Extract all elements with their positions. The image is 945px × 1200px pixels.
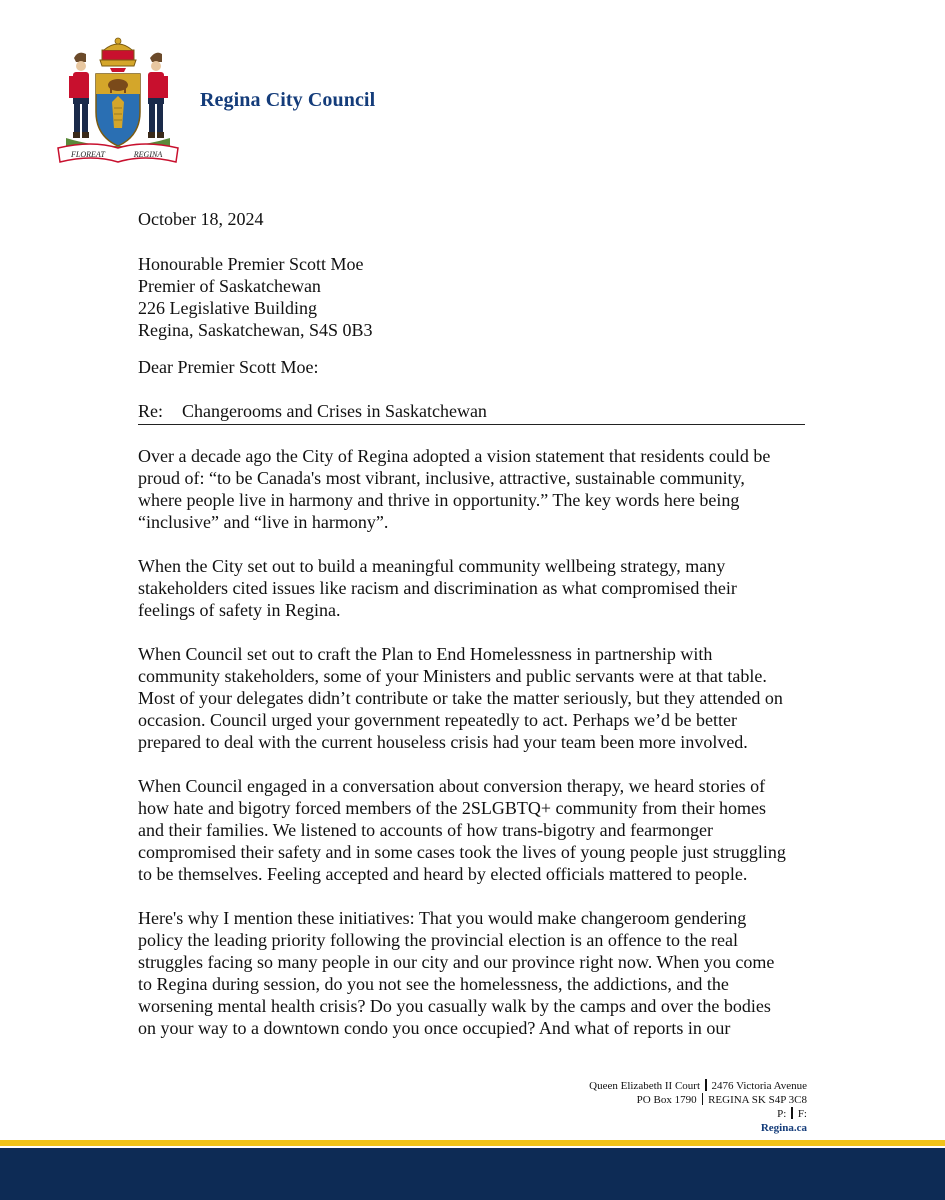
footer-website-line [589, 1121, 807, 1135]
recipient-line: Regina, Saskatchewan, S4S 0B3 [138, 320, 373, 340]
footer-address-line [589, 1079, 807, 1093]
footer-separator [791, 1107, 793, 1119]
body-paragraph: When Council set out to craft the Plan to End Homelessness in partnership with community stakeholders, some of your Ministers and public servants were at that table. Most of your delegates didn’t contribute or take the matter seriously, but they attended on occasion. Council urged your government repeatedly to act. Perhaps we’d be better prepared to deal with the current houseless crisis had your team been more involved. [138, 644, 783, 752]
footer-postal: REGINA SK S4P 3C8 [708, 1094, 807, 1106]
city-crest-logo [52, 36, 184, 166]
shield-icon [96, 74, 140, 146]
subject-line [138, 401, 805, 425]
body-paragraph: Over a decade ago the City of Regina adopted a vision statement that residents could be proud of: “to be Canada's most vibrant, inclusive, attractive, sustainable community, where people live in harmony and thrive in opportunity.” The key words here being “inclusive” and “live in harmony”. [138, 446, 771, 532]
footer-fax-label: F: [797, 1108, 807, 1120]
letter-date: October 18, 2024 [138, 209, 264, 229]
letter-body [138, 445, 810, 1061]
subject-text: Changerooms and Crises in Saskatchewan [182, 401, 487, 421]
recipient-line: 226 Legislative Building [138, 298, 317, 318]
motto-text-right: REGINA [133, 150, 163, 159]
body-paragraph: When Council engaged in a conversation about conversion therapy, we heard stories of how hate and bigotry forced members of the 2SLGBTQ+ community from their homes and their families. We listened to accounts of how trans-bigotry and fearmonger compromised their safety and in some cases took the lives of young people just struggling to be themselves. Feeling accepted and heard by elected officials mattered to people. [138, 776, 786, 884]
recipient-address-block [138, 253, 372, 341]
recipient-line: Honourable Premier Scott Moe [138, 254, 364, 274]
footer-separator [702, 1093, 704, 1105]
body-paragraph: Here's why I mention these initiatives: That you would make changeroom gendering policy the leading priority following the provincial election is an offence to the real struggles facing so many people in our city and our province right now. When you come to Regina during session, do you not see the homelessness, the addictions, and the worsening mental health crisis? Do you casually walk by the camps and over the bodies on your way to a downtown condo you once occupied? And what of reports in our [138, 908, 775, 1038]
body-paragraph: When the City set out to build a meaningful community wellbeing strategy, many stakeholders cited issues like racism and discrimination as what compromised their feelings of safety in Regina. [138, 556, 737, 620]
crown-icon [100, 38, 136, 72]
organization-name: Regina City Council [200, 89, 376, 111]
footer-address-block [589, 1079, 807, 1135]
motto-text-left: FLOREAT [71, 150, 105, 159]
footer-street: 2476 Victoria Avenue [711, 1080, 807, 1092]
right-supporter-figure [148, 53, 168, 138]
footer-phone-label: P: [777, 1108, 787, 1120]
footer-separator [705, 1079, 707, 1091]
footer-address-line [589, 1093, 807, 1107]
recipient-line: Premier of Saskatchewan [138, 276, 321, 296]
footer-band-navy [0, 1148, 945, 1200]
footer-po-box: PO Box 1790 [636, 1094, 697, 1106]
salutation: Dear Premier Scott Moe: [138, 357, 319, 377]
footer-court: Queen Elizabeth II Court [589, 1080, 701, 1092]
coat-of-arms-icon [52, 36, 184, 166]
subject-label: Re: [138, 401, 163, 421]
footer-contact-line [589, 1107, 807, 1121]
left-supporter-figure [69, 53, 89, 138]
footer-website-link[interactable]: Regina.ca [760, 1122, 807, 1134]
